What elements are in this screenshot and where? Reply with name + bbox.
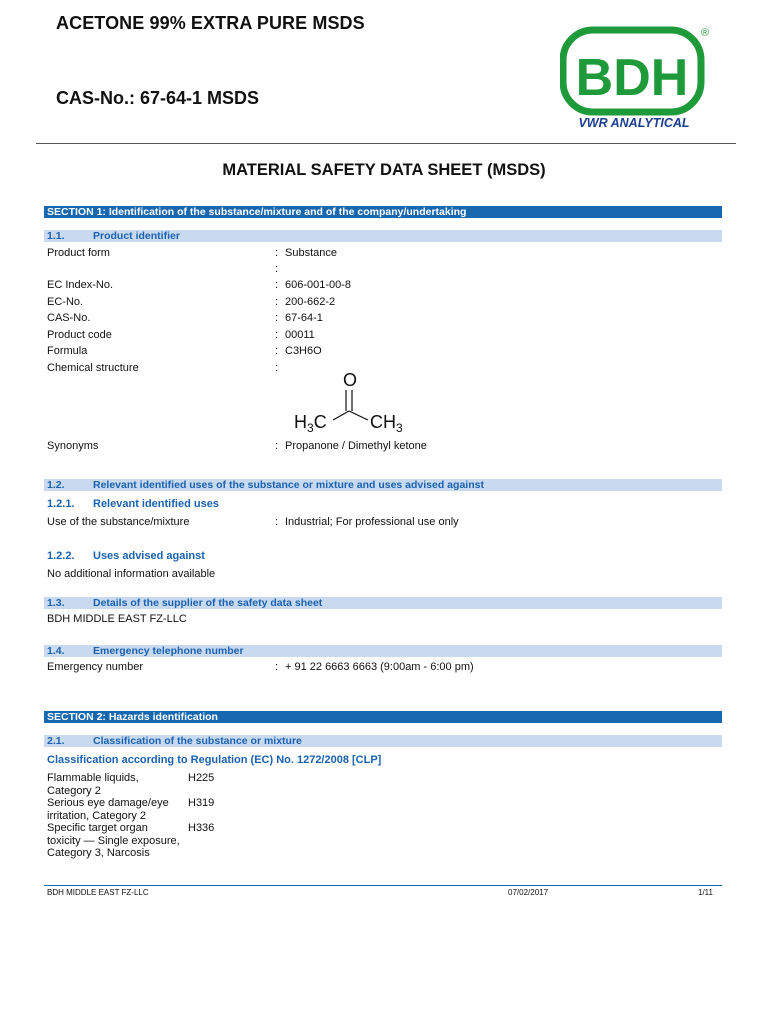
row-label: Use of the substance/mixture (47, 516, 190, 528)
row-value: C3H6O (285, 345, 322, 357)
section-1-header: SECTION 1: Identification of the substance/mixture and of the company/undertaking (44, 206, 722, 218)
footer-date: 07/02/2017 (508, 888, 549, 897)
row-value: 67-64-1 (285, 312, 323, 324)
footer-page-number: 1/11 (698, 888, 713, 897)
row-label: EC-No. (47, 296, 84, 308)
bdh-logo (560, 26, 710, 136)
hazard-code: H319 (188, 797, 215, 809)
subsection-number: 1.3. (47, 597, 65, 609)
footer-company: BDH MIDDLE EAST FZ-LLC (47, 888, 149, 897)
subsection-title: Product identifier (93, 230, 180, 242)
row-label: Chemical structure (47, 362, 139, 374)
row-value: 606-001-00-8 (285, 279, 352, 291)
row-value: Substance (285, 247, 337, 259)
row-label: CAS-No. (47, 312, 91, 324)
hazard-code: H225 (188, 772, 215, 784)
subsection-title: Emergency telephone number (93, 645, 244, 657)
subsection-title: Relevant identified uses (93, 498, 219, 510)
document-title-line1: ACETONE 99% EXTRA PURE MSDS (56, 13, 365, 33)
row-colon: : (275, 440, 279, 452)
subsection-number: 1.2.2. (47, 550, 75, 562)
subsection-number: 2.1. (47, 735, 65, 747)
row-value: Industrial; For professional use only (285, 516, 459, 528)
single-bond-line (333, 411, 349, 420)
subsection-1-3-header (44, 597, 722, 609)
row-label: Product form (47, 247, 110, 259)
row-colon: : (275, 312, 279, 324)
subsection-number: 1.1. (47, 230, 65, 242)
row-label: Formula (47, 345, 88, 357)
supplier-name: BDH MIDDLE EAST FZ-LLC (47, 613, 187, 625)
row-label: EC Index-No. (47, 279, 114, 291)
subsection-1-1-header (44, 230, 722, 242)
logo-tagline: VWR ANALYTICAL (578, 116, 690, 130)
subsection-1-2-2-heading (47, 550, 205, 562)
logo-text: BDH (575, 49, 689, 107)
subsection-number: 1.4. (47, 645, 65, 657)
subsection-2-1-header (44, 735, 722, 747)
methyl-group-right: $CH_3$ (370, 412, 403, 434)
subsection-title: Details of the supplier of the safety data sheet (93, 597, 323, 609)
subsection-title: Classification of the substance or mixture (93, 735, 302, 747)
section-2-header: SECTION 2: Hazards identification (44, 711, 722, 723)
regulation-heading: Classification according to Regulation (EC) No. 1272/2008 [CLP] (47, 754, 382, 766)
subsection-1-2-1-heading (47, 498, 219, 510)
bdh-logo-graphic (560, 26, 710, 136)
uses-advised-against-text: No additional information available (47, 568, 216, 580)
row-value: Propanone / Dimethyl ketone (285, 440, 427, 452)
subsection-number: 1.2.1. (47, 498, 75, 510)
row-colon: : (275, 661, 279, 673)
subsection-title: Uses advised against (93, 550, 205, 562)
classification-label: Flammable liquids, Category 2 (47, 772, 139, 797)
row-label: Emergency number (47, 661, 143, 673)
classification-label: Specific target organ toxicity — Single exposure, Category 3, Narcosis (47, 822, 180, 859)
row-label: Product code (47, 329, 112, 341)
row-colon: : (275, 247, 279, 259)
subsection-1-2-header (44, 479, 722, 491)
subsection-number: 1.2. (47, 479, 65, 491)
row-colon: : (275, 329, 279, 341)
row-colon: : (275, 279, 279, 291)
row-colon: : (275, 263, 279, 275)
row-value: + 91 22 6663 6663 (9:00am - 6:00 pm) (285, 661, 474, 673)
methyl-group-left: $H_3C$ (294, 412, 327, 434)
row-colon: : (275, 516, 279, 528)
subsection-1-4-header (44, 645, 722, 657)
header-divider (36, 143, 736, 144)
msds-heading: MATERIAL SAFETY DATA SHEET (MSDS) (222, 161, 546, 179)
row-colon: : (275, 362, 279, 374)
single-bond-line (349, 411, 368, 420)
document-title-cas: CAS-No.: 67-64-1 MSDS (56, 88, 260, 108)
oxygen-atom: O (343, 370, 358, 390)
classification-label: Serious eye damage/eye irritation, Category 2 (47, 797, 169, 822)
row-label: Synonyms (47, 440, 99, 452)
row-colon: : (275, 296, 279, 308)
subsection-title: Relevant identified uses of the substance or mixture and uses advised against (93, 479, 484, 491)
row-value: 200-662-2 (285, 296, 336, 308)
hazard-code: H336 (188, 822, 215, 834)
row-value: 00011 (285, 329, 315, 341)
registered-mark: ® (701, 27, 710, 39)
row-colon: : (275, 345, 279, 357)
footer-divider (44, 885, 722, 886)
chemical-structure-diagram (290, 368, 420, 434)
